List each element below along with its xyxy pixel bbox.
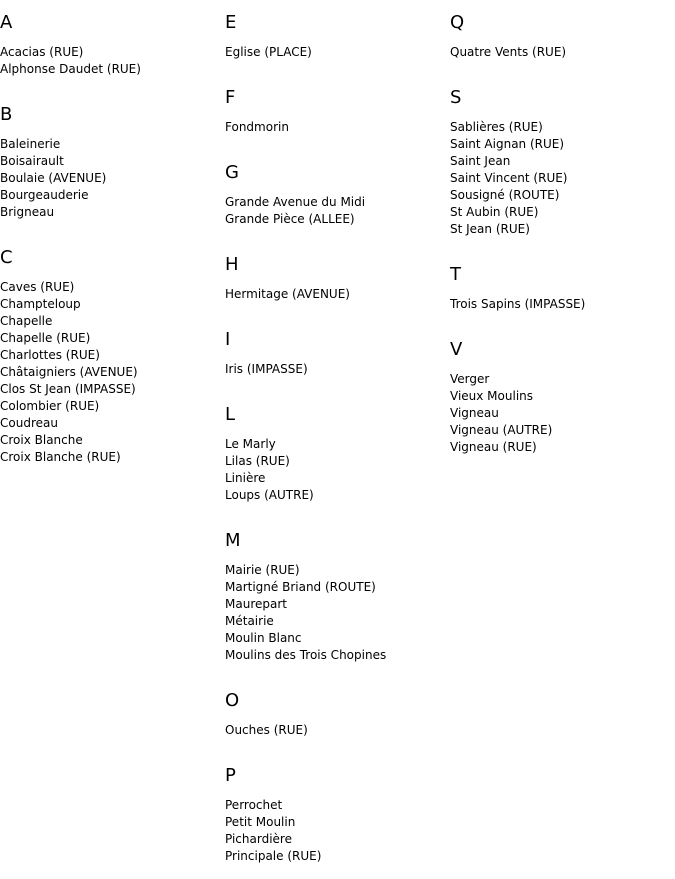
letter-heading: M (225, 530, 241, 551)
letter-group (225, 75, 450, 150)
street-list (0, 279, 225, 480)
street-list (450, 119, 675, 252)
street-name: Eglise (PLACE) (225, 45, 312, 59)
street-list (0, 44, 225, 92)
letter-heading: Q (450, 12, 465, 33)
street-name: Charlottes (RUE) (0, 348, 100, 362)
letter-group (450, 327, 675, 470)
letter-heading: B (0, 104, 13, 125)
street-list (225, 361, 450, 392)
letter-heading: S (450, 87, 462, 108)
street-name: Petit Moulin (225, 815, 296, 829)
letter-group (225, 678, 450, 753)
letter-group (0, 235, 225, 480)
street-name: Saint Jean (450, 154, 511, 168)
street-name: Grande Pièce (ALLEE) (225, 212, 355, 226)
letter-group (0, 0, 225, 92)
street-name: Acacias (RUE) (0, 45, 84, 59)
street-name: Moulin Blanc (225, 631, 302, 645)
street-name: Colombier (RUE) (0, 399, 100, 413)
street-name: Clos St Jean (IMPASSE) (0, 382, 136, 396)
street-name: Boulaie (AVENUE) (0, 171, 107, 185)
street-list (450, 44, 675, 75)
street-name: Lilas (RUE) (225, 454, 290, 468)
street-list (225, 119, 450, 150)
letter-heading: G (225, 162, 239, 183)
letter-heading: C (0, 247, 13, 268)
letter-group (225, 150, 450, 242)
street-name: Moulins des Trois Chopines (225, 648, 387, 662)
letter-heading: F (225, 87, 236, 108)
letter-group (0, 92, 225, 235)
street-list (225, 194, 450, 242)
street-name: St Aubin (RUE) (450, 205, 539, 219)
street-name: Châtaigniers (AVENUE) (0, 365, 138, 379)
street-list (225, 436, 450, 518)
street-name: Caves (RUE) (0, 280, 75, 294)
street-name: Maurepart (225, 597, 287, 611)
street-name: Sablières (RUE) (450, 120, 543, 134)
street-list (450, 371, 675, 470)
street-name: St Jean (RUE) (450, 222, 530, 236)
letter-heading: L (225, 404, 236, 425)
street-name: Perrochet (225, 798, 283, 812)
letter-group (225, 242, 450, 317)
street-name: Fondmorin (225, 120, 289, 134)
letter-group (225, 317, 450, 392)
street-name: Pichardière (225, 832, 292, 846)
street-name: Ouches (RUE) (225, 723, 308, 737)
letter-heading: I (225, 329, 231, 350)
street-name: Quatre Vents (RUE) (450, 45, 567, 59)
street-name: Métairie (225, 614, 274, 628)
letter-heading: H (225, 254, 239, 275)
street-list (225, 797, 450, 879)
street-name: Saint Vincent (RUE) (450, 171, 568, 185)
street-name: Hermitage (AVENUE) (225, 287, 350, 301)
street-name: Boisairault (0, 154, 64, 168)
street-list (225, 44, 450, 75)
street-name: Iris (IMPASSE) (225, 362, 308, 376)
street-name: Baleinerie (0, 137, 61, 151)
street-name: Principale (RUE) (225, 849, 322, 863)
street-list (225, 286, 450, 317)
street-index-column (450, 0, 675, 470)
street-index-column (225, 0, 450, 879)
street-name: Alphonse Daudet (RUE) (0, 62, 141, 76)
street-name: Vieux Moulins (450, 389, 534, 403)
street-name: Trois Sapins (IMPASSE) (450, 297, 586, 311)
street-name: Bourgeauderie (0, 188, 89, 202)
street-name: Chapelle (0, 314, 53, 328)
street-name: Croix Blanche (RUE) (0, 450, 121, 464)
street-name: Croix Blanche (0, 433, 83, 447)
street-list (225, 562, 450, 678)
letter-group (225, 753, 450, 879)
street-name: Vigneau (AUTRE) (450, 423, 553, 437)
street-list (450, 296, 675, 327)
letter-heading: V (450, 339, 463, 360)
letter-group (225, 0, 450, 75)
letter-group (450, 0, 675, 75)
letter-heading: P (225, 765, 236, 786)
street-name: Loups (AUTRE) (225, 488, 314, 502)
letter-group (225, 392, 450, 518)
street-name: Verger (450, 372, 490, 386)
letter-group (450, 75, 675, 252)
street-name: Vigneau (450, 406, 499, 420)
street-name: Sousigné (ROUTE) (450, 188, 560, 202)
street-name: Grande Avenue du Midi (225, 195, 366, 209)
letter-heading: E (225, 12, 237, 33)
street-list (225, 722, 450, 753)
street-name: Vigneau (RUE) (450, 440, 537, 454)
street-name: Coudreau (0, 416, 58, 430)
street-name: Le Marly (225, 437, 276, 451)
letter-heading: O (225, 690, 240, 711)
letter-group (225, 518, 450, 678)
street-name: Chapelle (RUE) (0, 331, 91, 345)
letter-heading: A (0, 12, 13, 33)
street-list (0, 136, 225, 235)
street-name: Brigneau (0, 205, 55, 219)
street-name: Saint Aignan (RUE) (450, 137, 565, 151)
street-index-column (0, 0, 225, 480)
street-name: Linière (225, 471, 266, 485)
letter-heading: T (450, 264, 461, 285)
street-name: Champteloup (0, 297, 81, 311)
street-name: Martigné Briand (ROUTE) (225, 580, 376, 594)
street-name: Mairie (RUE) (225, 563, 300, 577)
letter-group (450, 252, 675, 327)
